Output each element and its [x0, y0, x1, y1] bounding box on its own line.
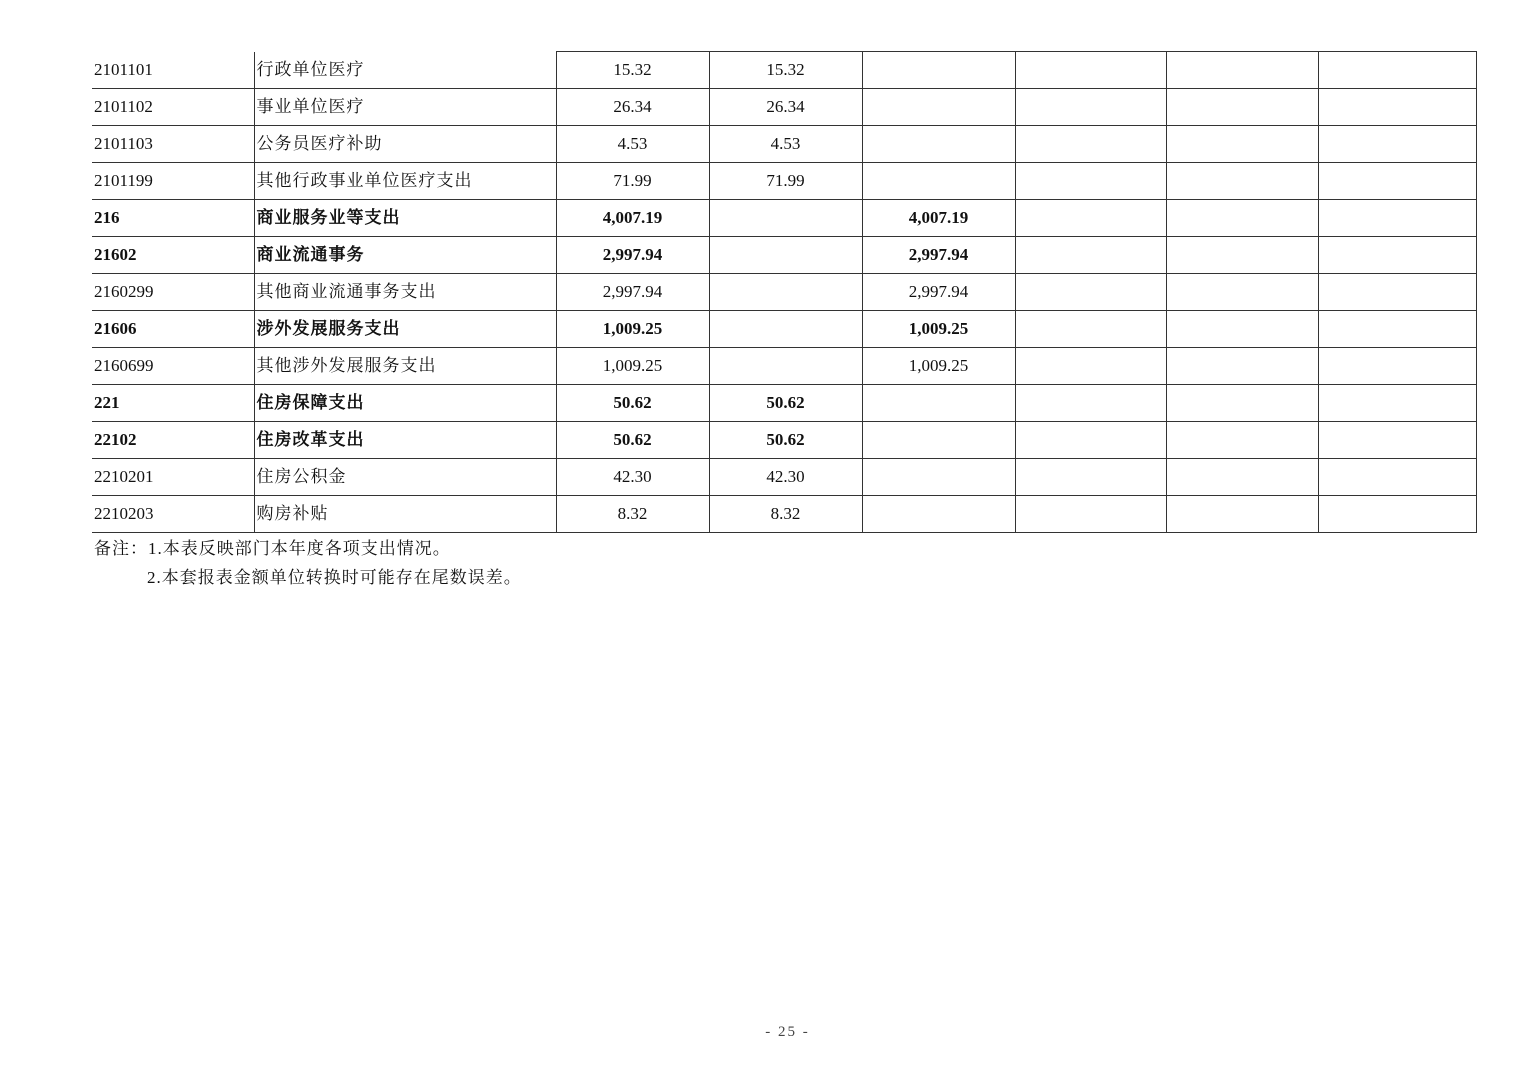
total-cell: 1,009.25: [556, 348, 709, 385]
basic-expenditure-cell: [709, 237, 862, 274]
subject-code-cell: 2160699: [92, 348, 254, 385]
total-cell: 71.99: [556, 163, 709, 200]
table-row: [92, 459, 1476, 496]
column-6-cell: [1015, 496, 1166, 533]
table-row: [92, 311, 1476, 348]
total-cell: 2,997.94: [556, 274, 709, 311]
basic-expenditure-cell: [709, 274, 862, 311]
column-7-cell: [1166, 348, 1318, 385]
basic-expenditure-cell: 42.30: [709, 459, 862, 496]
subject-code-cell: 2101103: [92, 126, 254, 163]
project-expenditure-cell: [862, 52, 1015, 89]
column-8-cell: [1318, 348, 1476, 385]
project-expenditure-cell: [862, 422, 1015, 459]
subject-code-cell: 2210203: [92, 496, 254, 533]
total-cell: 50.62: [556, 385, 709, 422]
subject-name-cell: 其他行政事业单位医疗支出: [254, 163, 556, 200]
subject-name-cell: 商业服务业等支出: [254, 200, 556, 237]
project-expenditure-cell: 2,997.94: [862, 237, 1015, 274]
total-cell: 26.34: [556, 89, 709, 126]
column-7-cell: [1166, 496, 1318, 533]
subject-name-cell: 行政单位医疗: [254, 52, 556, 89]
column-6-cell: [1015, 385, 1166, 422]
column-6-cell: [1015, 52, 1166, 89]
table-row: [92, 163, 1476, 200]
column-6-cell: [1015, 89, 1166, 126]
project-expenditure-cell: [862, 385, 1015, 422]
column-8-cell: [1318, 274, 1476, 311]
column-8-cell: [1318, 237, 1476, 274]
project-expenditure-cell: [862, 89, 1015, 126]
column-7-cell: [1166, 163, 1318, 200]
remark-line-2: 2.本套报表金额单位转换时可能存在尾数误差。: [147, 568, 522, 587]
column-7-cell: [1166, 459, 1318, 496]
basic-expenditure-cell: [709, 311, 862, 348]
project-expenditure-cell: 2,997.94: [862, 274, 1015, 311]
column-6-cell: [1015, 422, 1166, 459]
column-8-cell: [1318, 496, 1476, 533]
subject-code-cell: 21602: [92, 237, 254, 274]
subject-name-cell: 商业流通事务: [254, 237, 556, 274]
column-8-cell: [1318, 311, 1476, 348]
column-8-cell: [1318, 126, 1476, 163]
basic-expenditure-cell: 71.99: [709, 163, 862, 200]
project-expenditure-cell: [862, 496, 1015, 533]
column-7-cell: [1166, 274, 1318, 311]
subject-name-cell: 购房补贴: [254, 496, 556, 533]
subject-name-cell: 其他商业流通事务支出: [254, 274, 556, 311]
column-7-cell: [1166, 200, 1318, 237]
column-8-cell: [1318, 385, 1476, 422]
table-row: [92, 237, 1476, 274]
table-row: [92, 52, 1476, 89]
basic-expenditure-cell: 50.62: [709, 385, 862, 422]
basic-expenditure-cell: [709, 348, 862, 385]
column-8-cell: [1318, 52, 1476, 89]
basic-expenditure-cell: 15.32: [709, 52, 862, 89]
column-7-cell: [1166, 311, 1318, 348]
total-cell: 50.62: [556, 422, 709, 459]
project-expenditure-cell: 1,009.25: [862, 348, 1015, 385]
subject-code-cell: 2101101: [92, 52, 254, 89]
subject-name-cell: 住房改革支出: [254, 422, 556, 459]
subject-name-cell: 住房公积金: [254, 459, 556, 496]
table-row: [92, 126, 1476, 163]
table-row: [92, 348, 1476, 385]
column-6-cell: [1015, 237, 1166, 274]
column-6-cell: [1015, 163, 1166, 200]
total-cell: 8.32: [556, 496, 709, 533]
column-6-cell: [1015, 459, 1166, 496]
total-cell: 4,007.19: [556, 200, 709, 237]
column-7-cell: [1166, 422, 1318, 459]
column-8-cell: [1318, 200, 1476, 237]
column-7-cell: [1166, 89, 1318, 126]
table-row: [92, 274, 1476, 311]
subject-code-cell: 2101102: [92, 89, 254, 126]
column-7-cell: [1166, 126, 1318, 163]
subject-name-cell: 其他涉外发展服务支出: [254, 348, 556, 385]
basic-expenditure-cell: [709, 200, 862, 237]
column-8-cell: [1318, 163, 1476, 200]
subject-name-cell: 涉外发展服务支出: [254, 311, 556, 348]
column-8-cell: [1318, 422, 1476, 459]
table-row: [92, 89, 1476, 126]
subject-name-cell: 公务员医疗补助: [254, 126, 556, 163]
column-8-cell: [1318, 89, 1476, 126]
column-6-cell: [1015, 200, 1166, 237]
project-expenditure-cell: [862, 126, 1015, 163]
table-row: [92, 200, 1476, 237]
subject-code-cell: 2210201: [92, 459, 254, 496]
total-cell: 2,997.94: [556, 237, 709, 274]
column-7-cell: [1166, 237, 1318, 274]
subject-code-cell: 221: [92, 385, 254, 422]
column-6-cell: [1015, 311, 1166, 348]
project-expenditure-cell: [862, 459, 1015, 496]
remark-line-1: 备注：1.本表反映部门本年度各项支出情况。: [94, 539, 451, 558]
expenditure-table: [92, 51, 1477, 533]
total-cell: 4.53: [556, 126, 709, 163]
column-6-cell: [1015, 348, 1166, 385]
subject-name-cell: 事业单位医疗: [254, 89, 556, 126]
table-body: [92, 52, 1476, 533]
project-expenditure-cell: [862, 163, 1015, 200]
column-7-cell: [1166, 385, 1318, 422]
column-6-cell: [1015, 126, 1166, 163]
subject-code-cell: 2160299: [92, 274, 254, 311]
project-expenditure-cell: 4,007.19: [862, 200, 1015, 237]
column-8-cell: [1318, 459, 1476, 496]
column-7-cell: [1166, 52, 1318, 89]
total-cell: 1,009.25: [556, 311, 709, 348]
subject-code-cell: 216: [92, 200, 254, 237]
basic-expenditure-cell: 8.32: [709, 496, 862, 533]
total-cell: 15.32: [556, 52, 709, 89]
basic-expenditure-cell: 26.34: [709, 89, 862, 126]
subject-code-cell: 22102: [92, 422, 254, 459]
basic-expenditure-cell: 50.62: [709, 422, 862, 459]
page-number: - 25 -: [765, 1024, 810, 1040]
table-row: [92, 496, 1476, 533]
subject-code-cell: 2101199: [92, 163, 254, 200]
subject-code-cell: 21606: [92, 311, 254, 348]
subject-name-cell: 住房保障支出: [254, 385, 556, 422]
table-row: [92, 422, 1476, 459]
table-row: [92, 385, 1476, 422]
project-expenditure-cell: 1,009.25: [862, 311, 1015, 348]
column-6-cell: [1015, 274, 1166, 311]
total-cell: 42.30: [556, 459, 709, 496]
basic-expenditure-cell: 4.53: [709, 126, 862, 163]
